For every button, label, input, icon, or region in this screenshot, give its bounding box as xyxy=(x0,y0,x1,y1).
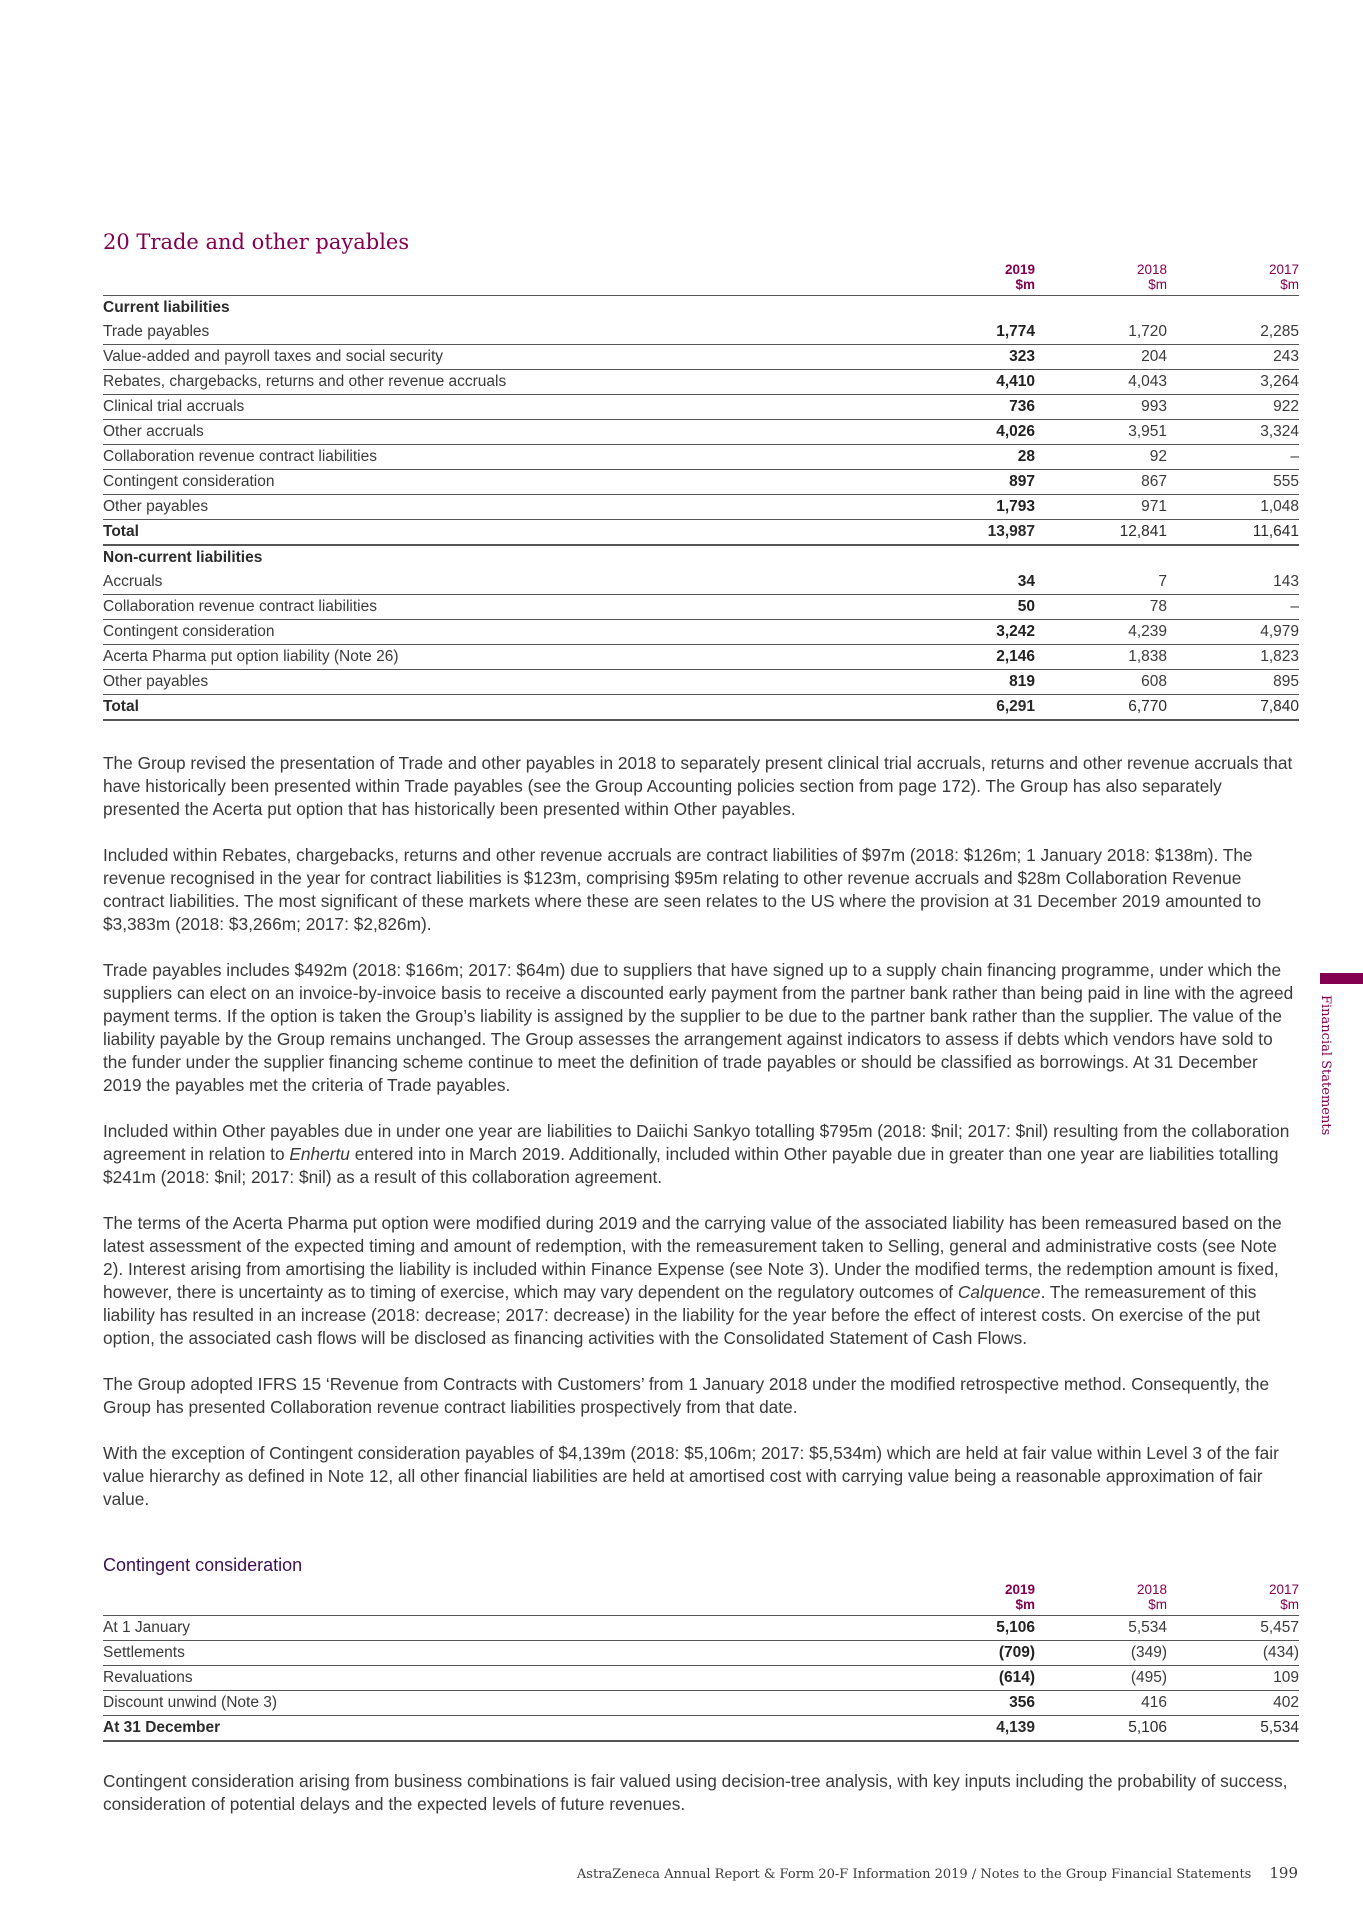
cell-2019: 323 xyxy=(903,345,1035,370)
cell-2019: 4,410 xyxy=(903,370,1035,395)
page-number: 199 xyxy=(1269,1864,1298,1882)
row-label: Acerta Pharma put option liability (Note 26) xyxy=(103,645,903,670)
table-row xyxy=(103,1691,1299,1716)
col-header-2017: 2017 $m xyxy=(1167,258,1299,296)
paragraph-revised-presentation: The Group revised the presentation of Trade and other payables in 2018 to separately present clinical trial accruals, returns and other revenue accruals that have historically been presented within Trade payables (see the Group Accounting policies section from page 172). The Group has also separately presented the Acerta put option that has historically been presented within Other payables. xyxy=(103,753,1293,819)
cell-2017: 3,324 xyxy=(1167,420,1299,445)
contingent-total-row: At 31 December 4,139 5,106 5,534 xyxy=(103,1716,1299,1742)
col-header-2018: 2018 $m xyxy=(1035,1578,1167,1616)
row-label: Other payables xyxy=(103,670,903,695)
cell-2019: 736 xyxy=(903,395,1035,420)
section-tab-marker xyxy=(1320,973,1363,984)
cell-2019: 356 xyxy=(903,1691,1035,1716)
paragraph-ifrs15: The Group adopted IFRS 15 ‘Revenue from Contracts with Customers’ from 1 January 2018 under the modified retrospective method. Consequently, the Group has presented Collaboration revenue contract liabilities prospectively from that date. xyxy=(103,1374,1270,1417)
row-label: Clinical trial accruals xyxy=(103,395,903,420)
col-header-2017: 2017 $m xyxy=(1167,1578,1299,1616)
cell-2019: (709) xyxy=(903,1641,1035,1666)
table-row xyxy=(103,670,1299,695)
paragraph-fair-value: With the exception of Contingent consideration payables of $4,139m (2018: $5,106m; 2017: $5,534m) which are held at fair value within Level 3 of the fair value hierarchy as defined in Note 12, all other financial liabilities are held at amortised cost with carrying value being a reasonable approximation of fair value. xyxy=(103,1443,1279,1509)
table-row xyxy=(103,445,1299,470)
section-title: 20 Trade and other payables xyxy=(103,230,410,254)
cell-2017: 3,264 xyxy=(1167,370,1299,395)
cell-2017: 2,285 xyxy=(1167,320,1299,345)
cell-2017: 4,979 xyxy=(1167,620,1299,645)
row-label: Collaboration revenue contract liabilities xyxy=(103,445,903,470)
notes-text xyxy=(103,752,1299,1534)
side-section-label: Financial Statements xyxy=(1318,995,1333,1136)
row-label: Settlements xyxy=(103,1641,903,1666)
cell-2018: 867 xyxy=(1035,470,1167,495)
paragraph-supply-chain-financing: Trade payables includes $492m (2018: $166m; 2017: $64m) due to suppliers that have signed up to a supply chain financing programme, under which the suppliers can elect on an invoice-by-invoice basis to receive a discounted early payment from the partner bank rather than being paid in line with the agreed payment terms. If the option is taken the Group’s liability is assigned by the supplier to be due to the partner bank rather than the supplier. The value of the liability payable by the Group remains unchanged. The Group assesses the arrangement against indicators to assess if debts which vendors have sold to the funder under the supplier financing scheme continue to meet the definition of trade payables or should be classified as borrowings. At 31 December 2019 the payables met the criteria of Trade payables. xyxy=(103,960,1294,1095)
table-row xyxy=(103,1641,1299,1666)
cell-2018: 7 xyxy=(1035,570,1167,595)
cell-2017: 109 xyxy=(1167,1666,1299,1691)
cell-2018: 78 xyxy=(1035,595,1167,620)
table-row xyxy=(103,620,1299,645)
noncurrent-total-row: Total 6,291 6,770 7,840 xyxy=(103,695,1299,721)
cell-2017: 1,048 xyxy=(1167,495,1299,520)
cell-2019: 4,026 xyxy=(903,420,1035,445)
table-row xyxy=(103,470,1299,495)
table-row xyxy=(103,495,1299,520)
cell-2018: 608 xyxy=(1035,670,1167,695)
cell-2017: 1,823 xyxy=(1167,645,1299,670)
cell-2017: (434) xyxy=(1167,1641,1299,1666)
cell-2017: – xyxy=(1167,595,1299,620)
contingent-rows xyxy=(103,1616,1299,1716)
table-row xyxy=(103,320,1299,345)
table-row xyxy=(103,595,1299,620)
table-row xyxy=(103,370,1299,395)
cell-2018: 5,534 xyxy=(1035,1616,1167,1641)
row-label: Other accruals xyxy=(103,420,903,445)
cell-2017: 143 xyxy=(1167,570,1299,595)
cell-2018: 971 xyxy=(1035,495,1167,520)
row-label: Contingent consideration xyxy=(103,470,903,495)
cell-2018: 4,043 xyxy=(1035,370,1167,395)
table-row xyxy=(103,395,1299,420)
table-header-row xyxy=(103,258,1299,296)
table-row xyxy=(103,645,1299,670)
cell-2017: 555 xyxy=(1167,470,1299,495)
row-label: Rebates, chargebacks, returns and other revenue accruals xyxy=(103,370,903,395)
paragraph-contract-liabilities: Included within Rebates, chargebacks, returns and other revenue accruals are contract liabilities of $97m (2018: $126m; 1 January 2018: $138m). The revenue recognised in the year for contract liabilities is $123m, comprising $95m relating to other revenue accruals and $28m Collaboration Revenue contract liabilities. The most significant of these markets where these are seen relates to the US where the provision at 31 December 2019 amounted to $3,383m (2018: $3,266m; 2017: $2,826m). xyxy=(103,845,1262,934)
cell-2019: 819 xyxy=(903,670,1035,695)
cell-2018: 4,239 xyxy=(1035,620,1167,645)
cell-2019: 50 xyxy=(903,595,1035,620)
cell-2018: 1,720 xyxy=(1035,320,1167,345)
cell-2018: 1,838 xyxy=(1035,645,1167,670)
cell-2018: (495) xyxy=(1035,1666,1167,1691)
cell-2017: 402 xyxy=(1167,1691,1299,1716)
cell-2018: 416 xyxy=(1035,1691,1167,1716)
row-label: Collaboration revenue contract liabilities xyxy=(103,595,903,620)
cell-2018: 204 xyxy=(1035,345,1167,370)
paragraph-daiichi-sankyo: Included within Other payables due in under one year are liabilities to Daiichi Sankyo totalling $795m (2018: $nil; 2017: $nil) resulting from the collaboration agreement in relation to Enhertu entered into in March 2019. Additionally, included within Other payable due in greater than one year are liabilities totalling $241m (2018: $nil; 2017: $nil) as a result of this collaboration agreement. xyxy=(103,1121,1290,1187)
contingent-consideration-table xyxy=(103,1578,1299,1742)
col-header-2019: 2019 $m xyxy=(903,1578,1035,1616)
table-row xyxy=(103,345,1299,370)
paragraph-acerta-put-option: The terms of the Acerta Pharma put option were modified during 2019 and the carrying value of the associated liability has been remeasured based on the latest assessment of the expected timing and amount of redemption, with the remeasurement taken to Selling, general and administrative costs (see Note 2). Interest arising from amortising the liability is included within Finance Expense (see Note 3). Under the modified terms, the redemption amount is fixed, however, there is uncertainty as to timing of exercise, which may vary dependent on the regulatory outcomes of Calquence. The remeasurement of this liability has resulted in an increase (2018: decrease; 2017: decrease) in the liability for the year before the effect of interest costs. On exercise of the put option, the associated cash flows will be disclosed as financing activities with the Consolidated Statement of Cash Flows. xyxy=(103,1213,1282,1348)
cell-2018: 3,951 xyxy=(1035,420,1167,445)
current-liabilities-heading: Current liabilities xyxy=(103,299,230,316)
cell-2018: 92 xyxy=(1035,445,1167,470)
noncurrent-liabilities-heading: Non-current liabilities xyxy=(103,549,263,566)
cell-2019: 2,146 xyxy=(903,645,1035,670)
current-total-row: Total 13,987 12,841 11,641 xyxy=(103,520,1299,546)
row-label: Discount unwind (Note 3) xyxy=(103,1691,903,1716)
row-label: Accruals xyxy=(103,570,903,595)
cell-2019: (614) xyxy=(903,1666,1035,1691)
row-label: Contingent consideration xyxy=(103,620,903,645)
cell-2019: 28 xyxy=(903,445,1035,470)
col-header-2018: 2018 $m xyxy=(1035,258,1167,296)
cell-2018: 993 xyxy=(1035,395,1167,420)
contingent-consideration-title: Contingent consideration xyxy=(103,1555,303,1575)
cell-2019: 1,774 xyxy=(903,320,1035,345)
noncurrent-liabilities-rows xyxy=(103,570,1299,695)
row-label: Value-added and payroll taxes and social security xyxy=(103,345,903,370)
cell-2019: 5,106 xyxy=(903,1616,1035,1641)
table-header-row xyxy=(103,1578,1299,1616)
table-row xyxy=(103,1616,1299,1641)
row-label: Revaluations xyxy=(103,1666,903,1691)
payables-table xyxy=(103,258,1299,721)
paragraph-decision-tree: Contingent consideration arising from business combinations is fair valued using decision-tree analysis, with key inputs including the probability of success, consideration of potential delays and the expected levels of future revenues. xyxy=(103,1771,1288,1814)
page-footer xyxy=(577,1864,1298,1882)
table-row xyxy=(103,570,1299,595)
contingent-note xyxy=(103,1770,1299,1839)
row-label: Trade payables xyxy=(103,320,903,345)
row-label: At 1 January xyxy=(103,1616,903,1641)
cell-2019: 897 xyxy=(903,470,1035,495)
table-row xyxy=(103,1666,1299,1691)
row-label: Other payables xyxy=(103,495,903,520)
cell-2017: – xyxy=(1167,445,1299,470)
cell-2019: 1,793 xyxy=(903,495,1035,520)
cell-2017: 243 xyxy=(1167,345,1299,370)
cell-2019: 3,242 xyxy=(903,620,1035,645)
cell-2017: 5,457 xyxy=(1167,1616,1299,1641)
col-header-2019: 2019 $m xyxy=(903,258,1035,296)
table-row xyxy=(103,420,1299,445)
cell-2018: (349) xyxy=(1035,1641,1167,1666)
cell-2017: 895 xyxy=(1167,670,1299,695)
cell-2019: 34 xyxy=(903,570,1035,595)
current-liabilities-rows xyxy=(103,320,1299,520)
cell-2017: 922 xyxy=(1167,395,1299,420)
footer-text: AstraZeneca Annual Report & Form 20-F Information 2019 / Notes to the Group Financial Statements xyxy=(576,1867,1252,1882)
